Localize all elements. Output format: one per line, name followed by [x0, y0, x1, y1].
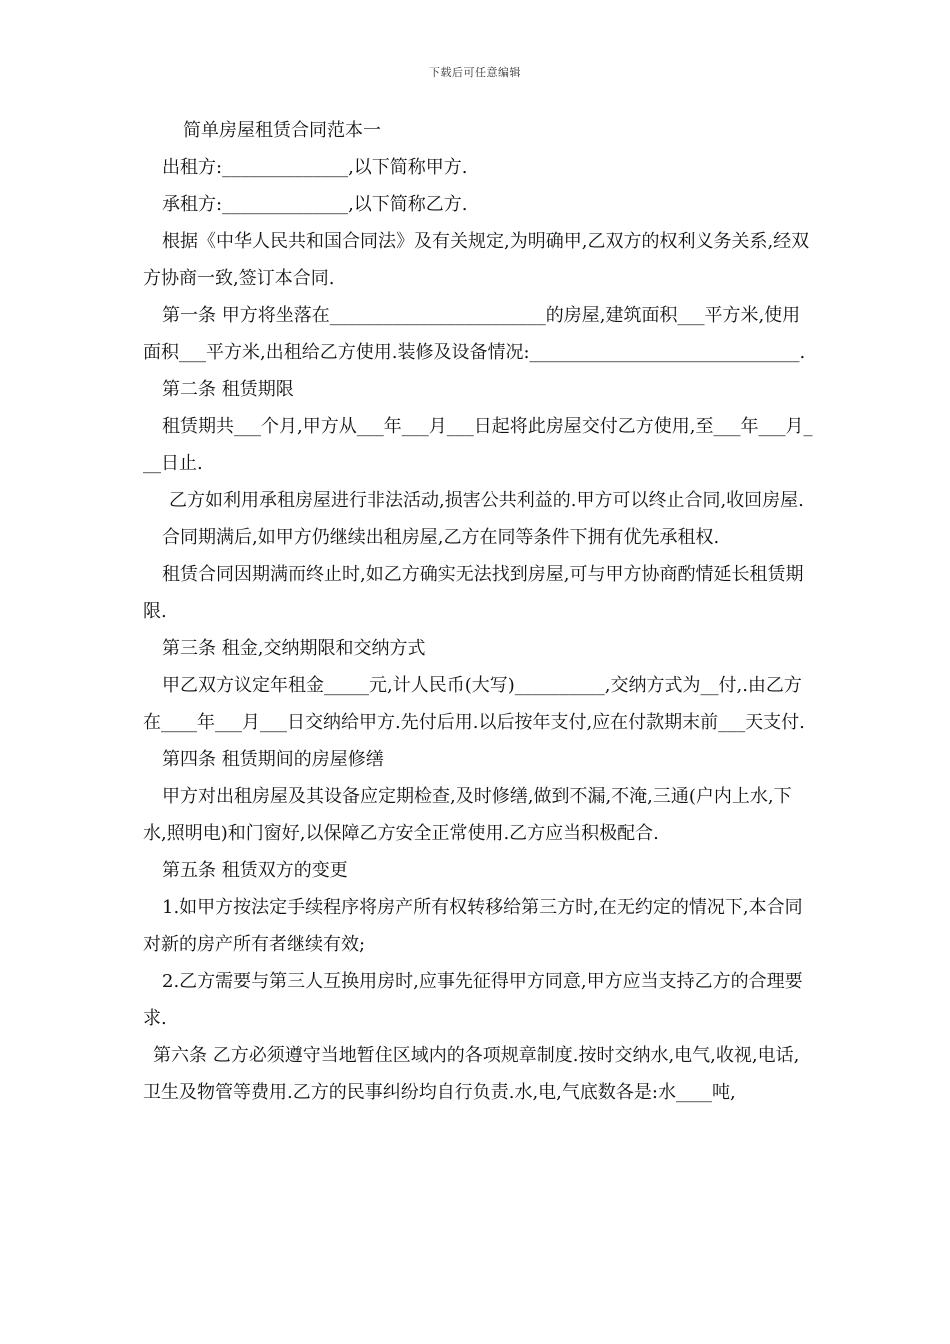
heading-article-5: 第五条 租赁双方的变更	[162, 860, 348, 881]
paragraph-lessor: 出租方:______________,以下简称甲方.	[162, 157, 468, 178]
paragraph-illegal-use: 乙方如利用承租房屋进行非法活动,损害公共利益的.甲方可以终止合同,收回房屋.	[169, 490, 804, 511]
heading-article-4: 第四条 租赁期间的房屋修缮	[162, 749, 384, 770]
paragraph-preamble: 根据《中华人民共和国合同法》及有关规定,为明确甲,乙双方的权利义务关系,经双方协商一致,签订本合同.	[143, 231, 810, 289]
paragraph-change-1: 1.如甲方按法定手续程序将房产所有权转移给第三方时,在无约定的情况下,本合同对新的房产所有者继续有效;	[143, 897, 803, 955]
paragraph-extension: 租赁合同因期满而终止时,如乙方确实无法找到房屋,可与甲方协商酌情延长租赁期限.	[143, 564, 804, 622]
contract-body	[143, 112, 815, 1111]
contract-title: 简单房屋租赁合同范本一	[183, 120, 381, 141]
paragraph-lease-term: 租赁期共___个月,甲方从___年___月___日起将此房屋交付乙方使用,至___年___月___日止.	[143, 416, 813, 474]
paragraph-repairs: 甲方对出租房屋及其设备应定期检查,及时修缮,做到不漏,不淹,三通(户内上水,下水,照明电)和门窗好,以保障乙方安全正常使用.乙方应当积极配合.	[143, 786, 792, 844]
paragraph-change-2: 2.乙方需要与第三人互换用房时,应事先征得甲方同意,甲方应当支持乙方的合理要求.	[143, 971, 803, 1029]
heading-article-3: 第三条 租金,交纳期限和交纳方式	[162, 638, 426, 659]
paragraph-lessee: 承租方:______________,以下简称乙方.	[162, 194, 468, 215]
heading-article-2: 第二条 租赁期限	[162, 379, 294, 400]
paragraph-renewal-priority: 合同期满后,如甲方仍继续出租房屋,乙方在同等条件下拥有优先承租权.	[162, 527, 720, 548]
paragraph-article-6: 第六条 乙方必须遵守当地暂住区域内的各项规章制度.按时交纳水,电气,收视,电话,卫生及物管等费用.乙方的民事纠纷均自行负责.水,电,气底数各是:水____吨,	[143, 1045, 800, 1103]
page-header: 下载后可任意编辑	[429, 66, 521, 79]
paragraph-article-1: 第一条 甲方将坐落在________________________的房屋,建筑面积___平方米,使用面积___平方米,出租给乙方使用.装修及设备情况:______________________________.	[143, 305, 806, 363]
paragraph-rent: 甲乙双方议定年租金_____元,计人民币(大写)__________,交纳方式为__付,.由乙方在____年___月___日交纳给甲方.先付后用.以后按年支付,应在付款期末前___天支付.	[143, 675, 805, 733]
